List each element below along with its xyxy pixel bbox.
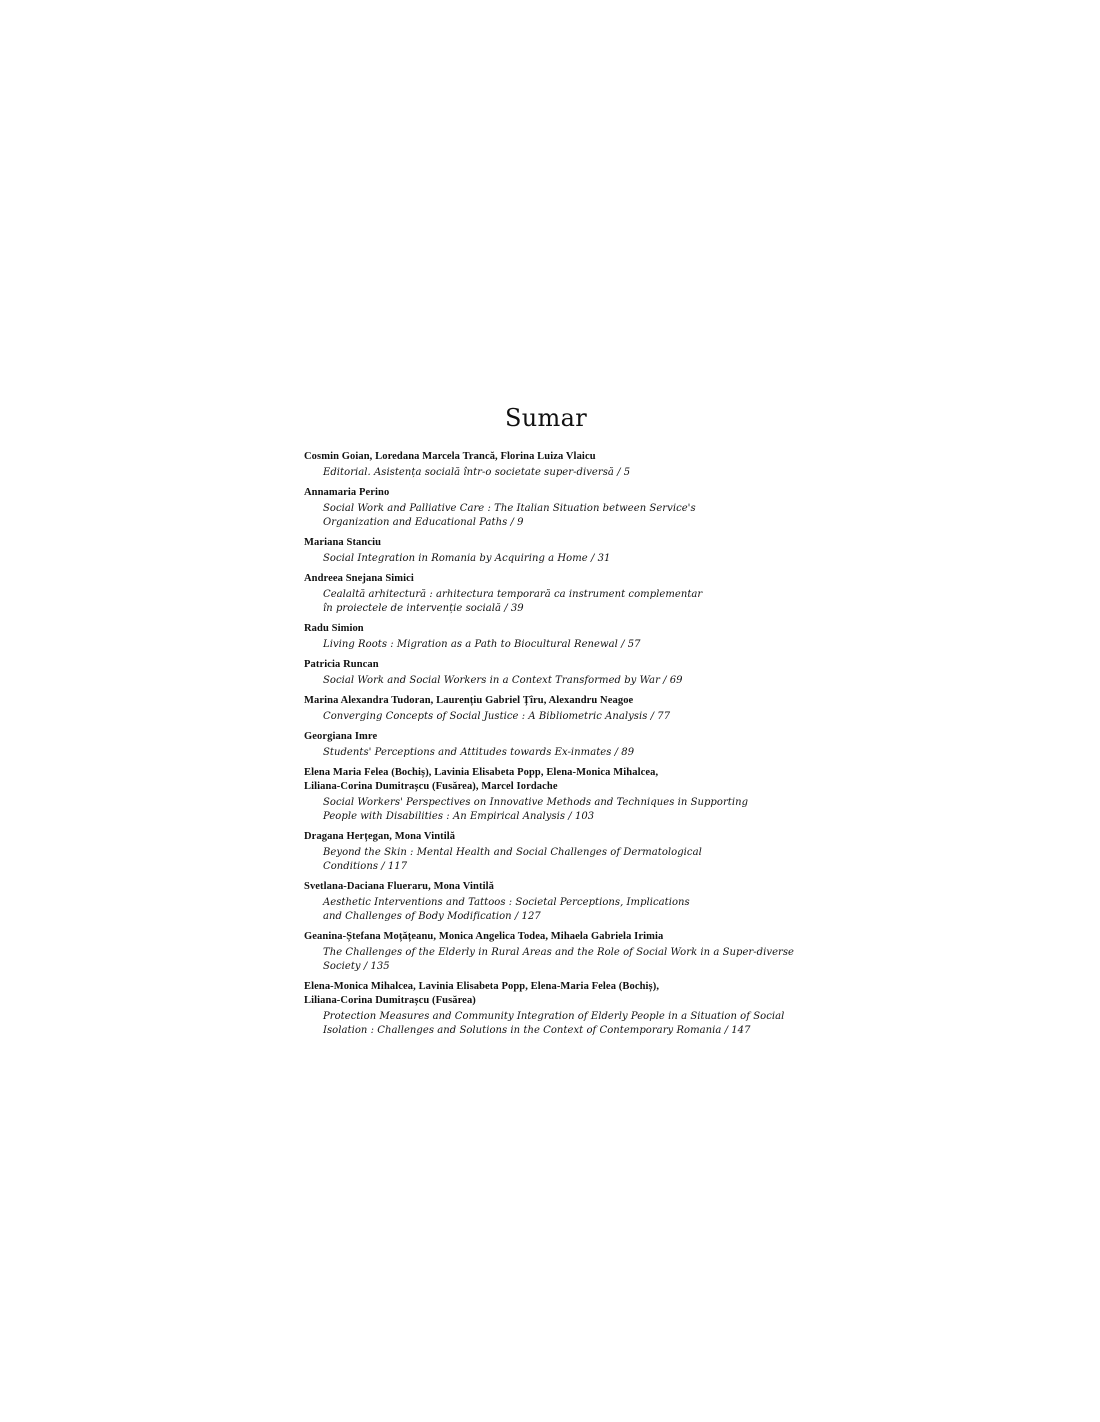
entry-authors: Elena-Monica Mihalcea, Lavinia Elisabeta Popp, Elena-Maria Felea (Bochiș), [304,981,660,992]
article-title-line: Aesthetic Interventions and Tattoos : Societal Perceptions, Implications [323,897,690,908]
article-title-line: Beyond the Skin : Mental Health and Social Challenges of Dermatological [323,847,702,858]
entry-authors: Geanina-Ștefana Moțățeanu, Monica Angelica Todea, Mihaela Gabriela Irimia [304,931,664,942]
article-title-line: Students' Perceptions and Attitudes towards Ex-inmates / 89 [323,747,635,758]
article-title-line: Converging Concepts of Social Justice : A Bibliometric Analysis / 77 [323,711,671,722]
article-title-line: Living Roots : Migration as a Path to Biocultural Renewal / 57 [323,639,641,650]
entry-authors: Liliana-Corina Dumitrașcu (Fusărea), Marcel Iordache [304,781,558,792]
entry-article-title [304,466,824,480]
toc-entry [304,572,824,616]
article-title-line: Editorial. Asistența socială într-o societate super-diversă / 5 [323,467,631,478]
toc-entry [304,730,824,760]
entry-authors: Elena Maria Felea (Bochiș), Lavinia Elisabeta Popp, Elena-Monica Mihalcea, [304,767,659,778]
entry-article-title [304,552,824,566]
entry-authors: Marina Alexandra Tudoran, Laurențiu Gabriel Țîru, Alexandru Neagoe [304,695,634,706]
entry-article-title [304,588,824,616]
article-title-line: Social Workers' Perspectives on Innovative Methods and Techniques in Supporting [323,797,749,808]
article-title-line: Social Work and Social Workers in a Context Transformed by War / 69 [323,675,683,686]
toc-entry [304,622,824,652]
entry-authors: Andreea Snejana Simici [304,573,414,584]
toc-entry [304,486,824,530]
toc-entry [304,694,824,724]
entry-article-title [304,502,824,530]
toc-entry [304,536,824,566]
entry-article-title [304,638,824,652]
article-title-line: Protection Measures and Community Integration of Elderly People in a Situation of Social [323,1011,785,1022]
entry-authors: Annamaria Perino [304,487,390,498]
article-title-line: The Challenges of the Elderly in Rural Areas and the Role of Social Work in a Super-diverse [323,947,795,958]
entry-authors: Georgiana Imre [304,731,378,742]
entry-article-title [304,896,824,924]
page-title: Sumar [505,404,587,432]
article-title-line: Conditions / 117 [323,861,408,872]
toc-entry [304,830,824,874]
entry-article-title [304,674,824,688]
toc-entries [304,450,824,1038]
article-title-line: and Challenges of Body Modification / 127 [323,911,541,922]
entry-authors: Svetlana-Daciana Flueraru, Mona Vintilă [304,881,494,892]
toc-entry [304,766,824,824]
toc-entry [304,450,824,480]
entry-article-title [304,846,824,874]
entry-article-title [304,710,824,724]
entry-authors: Dragana Herțegan, Mona Vintilă [304,831,456,842]
article-title-line: Cealaltă arhitectură : arhitectura temporară ca instrument complementar [323,589,703,600]
entry-article-title [304,796,824,824]
entry-authors: Liliana-Corina Dumitrașcu (Fusărea) [304,995,476,1006]
article-title-line: Isolation : Challenges and Solutions in the Context of Contemporary Romania / 147 [323,1025,751,1036]
entry-authors: Radu Simion [304,623,364,634]
toc-entry [304,980,824,1038]
entry-article-title [304,746,824,760]
article-title-line: People with Disabilities : An Empirical Analysis / 103 [323,811,595,822]
article-title-line: Organization and Educational Paths / 9 [323,517,524,528]
entry-authors: Mariana Stanciu [304,537,382,548]
article-title-line: în proiectele de intervenție socială / 39 [323,603,524,614]
article-title-line: Social Integration in Romania by Acquiring a Home / 31 [323,553,611,564]
entry-article-title [304,946,824,974]
article-title-line: Social Work and Palliative Care : The Italian Situation between Service's [323,503,696,514]
toc-entry [304,658,824,688]
entry-authors: Patricia Runcan [304,659,379,670]
entry-authors: Cosmin Goian, Loredana Marcela Trancă, Florina Luiza Vlaicu [304,451,596,462]
toc-entry [304,880,824,924]
table-of-contents [304,404,824,1044]
entry-article-title [304,1010,824,1038]
article-title-line: Society / 135 [323,961,390,972]
toc-entry [304,930,824,974]
